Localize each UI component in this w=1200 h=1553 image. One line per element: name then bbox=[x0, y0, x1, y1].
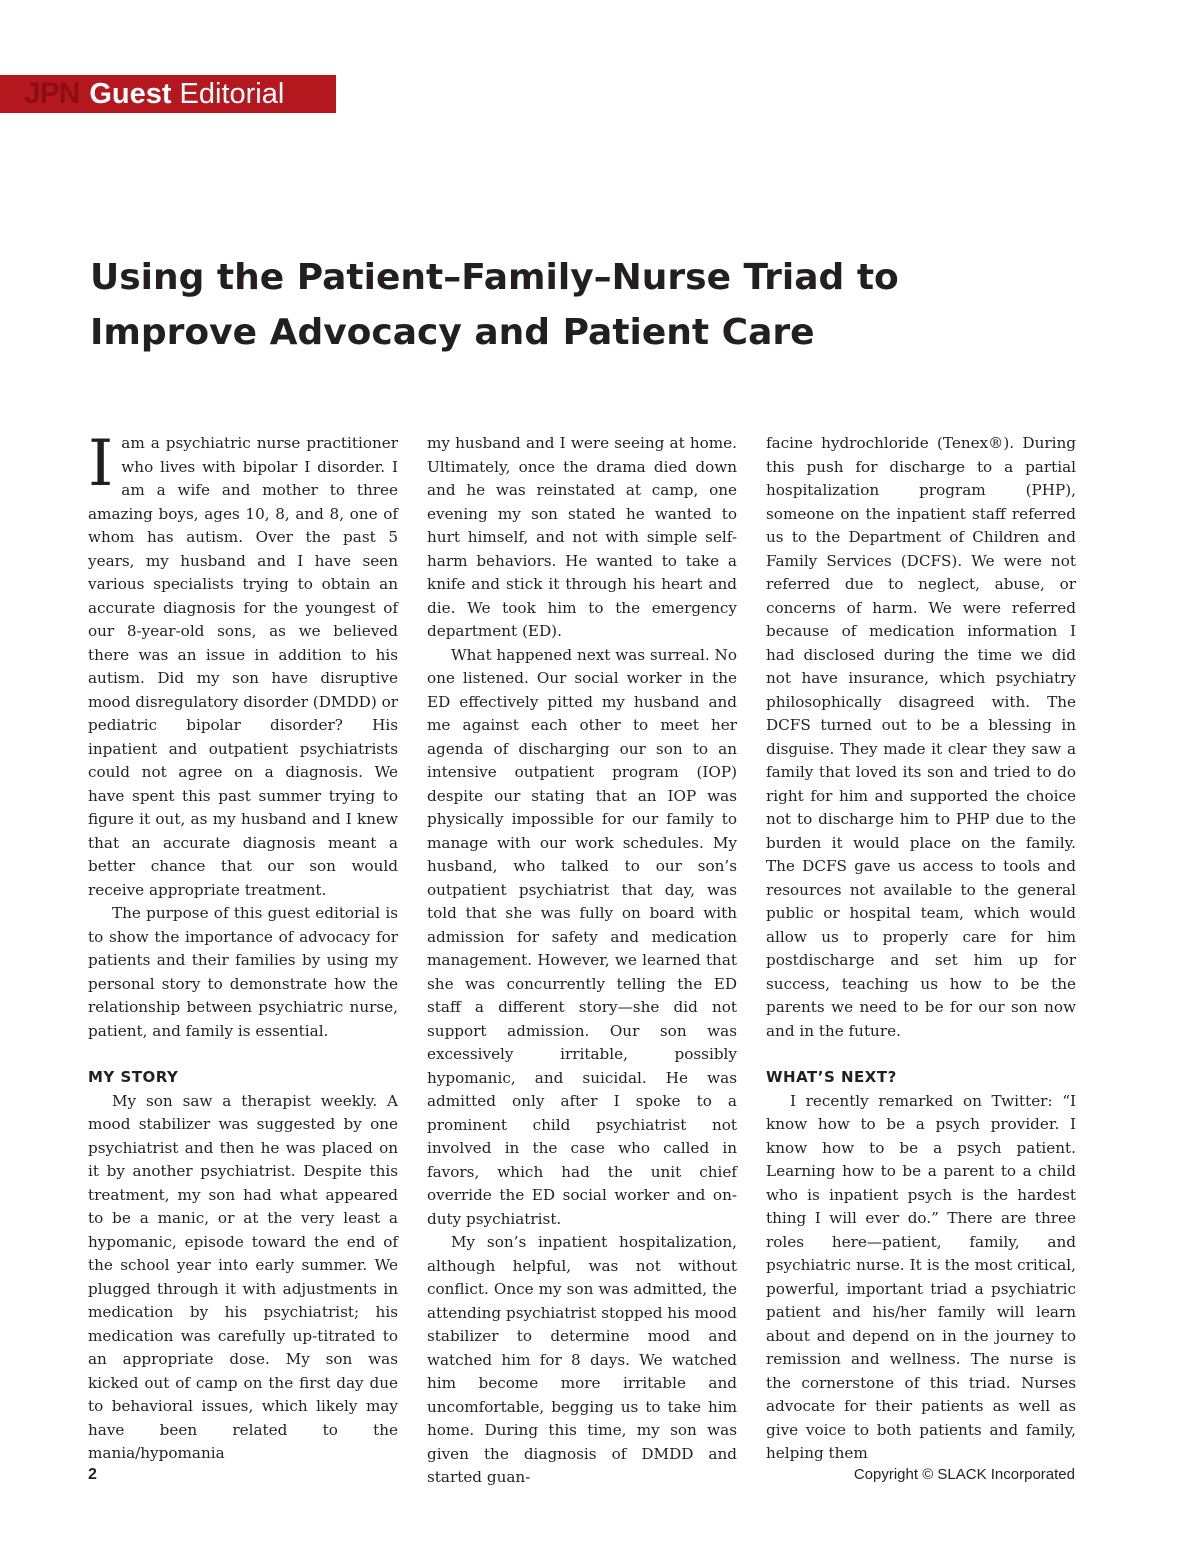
body-column-3 bbox=[766, 432, 1076, 1466]
article-title bbox=[90, 250, 1090, 360]
body-column-2 bbox=[427, 432, 737, 1490]
title-line-1: Using the Patient–Family–Nurse Triad to bbox=[90, 257, 899, 298]
paragraph: My son saw a therapist weekly. A mood stabilizer was suggested by one psychiatrist and then he was placed on it by another psychiatrist. Despite this treatment, my son had what appeared to be a manic, or at the very least a hypomanic, episode toward the end of the school year into early summer. We plugged through it with adjustments in medication by his psychiatrist; his medication was carefully up-titrated to an appropriate dose. My son was kicked out of camp on the first day due to behavioral issues, which likely may have been related to the mania/hypomania bbox=[88, 1091, 398, 1462]
journal-abbreviation: JPN bbox=[24, 77, 80, 110]
page-number: 2 bbox=[88, 1466, 97, 1483]
paragraph: I recently remarked on Twitter: “I know how to be a psych provider. I know how to be a psych patient. Learning how to be a parent to a child who is inpatient psych is the hardest thing I will ever do.” There are three roles here—patient, family, and psychiatric nurse. It is the most critical, powerful, important triad a psychiatric patient and his/her family will learn about and depend on in the journey to remission and wellness. The nurse is the cornerstone of this triad. Nurses advocate for their patients as well as give voice to both patients and family, helping them bbox=[766, 1091, 1076, 1462]
drop-cap: I bbox=[88, 427, 114, 501]
paragraph: What happened next was surreal. No one listened. Our social worker in the ED effectively pitted my husband and me against each other to meet her agenda of discharging our son to an intensive outpatient program (IOP) despite our stating that an IOP was physically impossible for our family to manage with our work schedules. My husband, who talked to our son’s outpatient psychiatrist that day, was told that she was fully on board with admission for safety and medication management. However, we learned that she was concurrently telling the ED staff a different story—she did not support admission. Our son was excessively irritable, possibly hypomanic, and suicidal. He was admitted only after I spoke to a prominent child psychiatrist not involved in the case who called in favors, which had the unit chief override the ED social worker and on-duty psychiatrist. bbox=[427, 645, 737, 1228]
title-line-2: Improve Advocacy and Patient Care bbox=[90, 312, 815, 353]
paragraph: My son’s inpatient hospitalization, although helpful, was not without conflict. Once my son was admitted, the attending psychiatrist stopped his mood stabilizer to determine mood and watched him for 8 days. We watched him become more irritable and uncomfortable, begging us to take him home. During this time, my son was given the diagnosis of DMDD and started guan- bbox=[427, 1233, 737, 1486]
paragraph: my husband and I were seeing at home. Ultimately, once the drama died down and he was reinstated at camp, one evening my son stated he wanted to hurt himself, and not with simple self-harm behaviors. He wanted to take a knife and stick it through his heart and die. We took him to the emergency department (ED). bbox=[427, 434, 737, 640]
paragraph: The purpose of this guest editorial is to show the importance of advocacy for patients and their families by using my personal story to demonstrate how the relationship between psychiatric nurse, patient, and family is essential. bbox=[88, 904, 398, 1040]
paragraph bbox=[88, 427, 398, 902]
paragraph-text: am a psychiatric nurse practitioner who lives with bipolar I disorder. I am a wife and mother to three amazing boys, ages 10, 8, and 8, one of whom has autism. Over the past 5 years, my husband and I have seen various specialists trying to obtain an accurate diagnosis for the youngest of our 8-year-old sons, as we believed there was an issue in addition to his autism. Did my son have disruptive mood disregulatory disorder (DMDD) or pediatric bipolar disorder? His inpatient and outpatient psychiatrists could not agree on a diagnosis. We have spent this past summer trying to figure it out, as my husband and I knew that an accurate diagnosis meant a better chance that our son would receive appropriate treatment. bbox=[88, 434, 398, 899]
section-label: Editorial bbox=[179, 77, 285, 110]
section-heading-whats-next: WHAT’S NEXT? bbox=[766, 1068, 897, 1086]
section-label-bold: Guest bbox=[89, 77, 172, 110]
paragraph: facine hydrochloride (Tenex®). During this push for discharge to a partial hospitalization program (PHP), someone on the inpatient staff referred us to the Department of Children and Family Services (DCFS). We were not referred due to neglect, abuse, or concerns of harm. We were referred because of medication information I had disclosed during the time we did not have insurance, which psychiatry philosophically disagreed with. The DCFS turned out to be a blessing in disguise. They made it clear they saw a family that loved its son and tried to do right for him and supported the choice not to discharge him to PHP due to the burden it would place on the family. The DCFS gave us access to tools and resources not available to the general public or hospital team, which would allow us to properly care for him postdischarge and set him up for success, teaching us how to be the parents we need to be for our son now and in the future. bbox=[766, 434, 1076, 1040]
body-column-1 bbox=[88, 427, 398, 1466]
copyright-notice: Copyright © SLACK Incorporated bbox=[853, 1466, 1075, 1483]
section-heading-my-story: MY STORY bbox=[88, 1068, 179, 1086]
section-banner bbox=[0, 75, 336, 113]
